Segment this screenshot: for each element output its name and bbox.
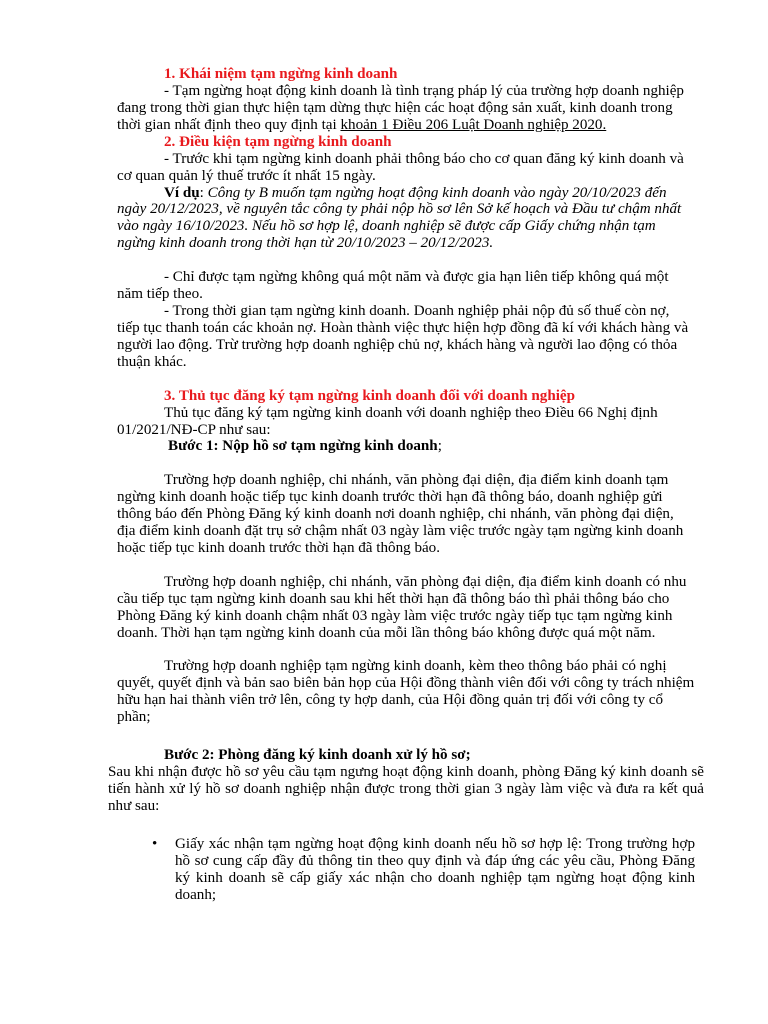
section-3-intro: Thủ tục đăng ký tạm ngừng kinh doanh với doanh nghiệp theo Điều 66 Nghị định 01/2021/NĐ-CP như sau: bbox=[117, 404, 658, 438]
section-2-paragraph-1: - Trước khi tạm ngừng kinh doanh phải thông báo cho cơ quan đăng ký kinh doanh và cơ quan quản lý thuế trước ít nhất 15 ngày. bbox=[117, 150, 684, 184]
step-1-paragraph-2: Trường hợp doanh nghiệp, chi nhánh, văn phòng đại diện, địa điểm kinh doanh có nhu cầu tiếp tục tạm ngừng kinh doanh sau khi hết thời hạn đã thông báo thì phải thông báo cho Phòng Đăng ký kinh doanh chậm nhất 03 ngày làm việc trước ngày tiếp tục tạm ngừng kinh doanh. Thời hạn tạm ngừng kinh doanh của mỗi lần thông báo không được quá một năm. bbox=[117, 573, 687, 641]
example-label: Ví dụ bbox=[164, 184, 200, 201]
step-1-title-line bbox=[117, 438, 695, 455]
section-1-paragraph bbox=[117, 83, 695, 134]
law-reference-link[interactable]: khoản 1 Điều 206 Luật Doanh nghiệp 2020. bbox=[340, 116, 607, 133]
step-2-paragraph: Sau khi nhận được hồ sơ yêu cầu tạm ngưng hoạt động kinh doanh, phòng Đăng ký kinh doanh sẽ tiến hành xử lý hồ sơ doanh nghiệp nhận được trong thời gian 3 ngày làm việc và đưa ra kết quả như sau: bbox=[108, 764, 704, 814]
section-2-paragraph-3: - Trong thời gian tạm ngừng kinh doanh. Doanh nghiệp phải nộp đủ số thuế còn nợ, tiếp tục thanh toán các khoản nợ. Hoàn thành việc thực hiện hợp đồng đã kí với khách hàng và người lao động. Trừ trường hợp doanh nghiệp chủ nợ, khách hàng và người lao động có thỏa thuận khác. bbox=[117, 302, 689, 370]
list-item-text: Giấy xác nhận tạm ngừng hoạt động kinh doanh nếu hồ sơ hợp lệ: Trong trường hợp hồ sơ cung cấp đầy đủ thông tin theo quy định và đáp ứng các yêu cầu, Phòng Đăng ký kinh doanh sẽ cấp giấy xác nhận cho doanh nghiệp tạm ngừng hoạt động kinh doanh; bbox=[175, 835, 695, 903]
step-1-title: Bước 1: Nộp hồ sơ tạm ngừng kinh doanh bbox=[168, 438, 438, 455]
example-paragraph bbox=[117, 185, 695, 253]
step-1-title-tail: ; bbox=[437, 438, 442, 455]
bullet-icon: • bbox=[152, 835, 158, 852]
section-3-heading: 3. Thủ tục đăng ký tạm ngừng kinh doanh đối với doanh nghiệp bbox=[164, 387, 576, 404]
document-page bbox=[108, 66, 704, 904]
list-item bbox=[117, 836, 695, 904]
step-1-paragraph-3: Trường hợp doanh nghiệp tạm ngừng kinh doanh, kèm theo thông báo phải có nghị quyết, quyết định và bản sao biên bản họp của Hội đồng thành viên đối với công ty trách nhiệm hữu hạn hai thành viên trở lên, công ty hợp danh, của Hội đồng quản trị đối với công ty cổ phần; bbox=[117, 658, 695, 726]
step-2-title: Bước 2: Phòng đăng ký kinh doanh xử lý hồ sơ; bbox=[164, 747, 471, 764]
result-list bbox=[117, 836, 695, 904]
example-colon: : bbox=[199, 184, 208, 201]
example-text: Công ty B muốn tạm ngừng hoạt động kinh doanh vào ngày 20/10/2023 đến ngày 20/12/2023, về nguyên tắc công ty phải nộp hồ sơ lên Sở kế hoạch và Đầu tư chậm nhất vào ngày 16/10/2023. Nếu hồ sơ hợp lệ, doanh nghiệp sẽ được cấp Giấy chứng nhận tạm ngừng kinh doanh trong thời hạn từ 20/10/2023 – 20/12/2023. bbox=[117, 184, 682, 252]
step-1-paragraph-1: Trường hợp doanh nghiệp, chi nhánh, văn phòng đại diện, địa điểm kinh doanh tạm ngừng kinh doanh hoặc tiếp tục kinh doanh trước thời hạn đã thông báo, doanh nghiệp gửi thông báo đến Phòng Đăng ký kinh doanh nơi doanh nghiệp, chi nhánh, văn phòng đại diện, địa điểm kinh doanh đặt trụ sở chậm nhất 03 ngày làm việc trước ngày tạm ngừng kinh doanh hoặc tiếp tục kinh doanh trước thời hạn đã thông báo. bbox=[117, 472, 684, 556]
section-2-paragraph-2: - Chỉ được tạm ngừng không quá một năm và được gia hạn liên tiếp không quá một năm tiếp theo. bbox=[117, 269, 669, 303]
section-1-heading: 1. Khái niệm tạm ngừng kinh doanh bbox=[164, 66, 398, 82]
section-2-heading: 2. Điều kiện tạm ngừng kinh doanh bbox=[164, 133, 392, 150]
section-1-text: - Tạm ngừng hoạt động kinh doanh là tình trạng pháp lý của trường hợp doanh nghiệp đang trong thời gian thực hiện tạm dừng thực hiện các hoạt động sản xuất, kinh doanh trong thời gian nhất định theo quy định tại bbox=[117, 83, 684, 133]
